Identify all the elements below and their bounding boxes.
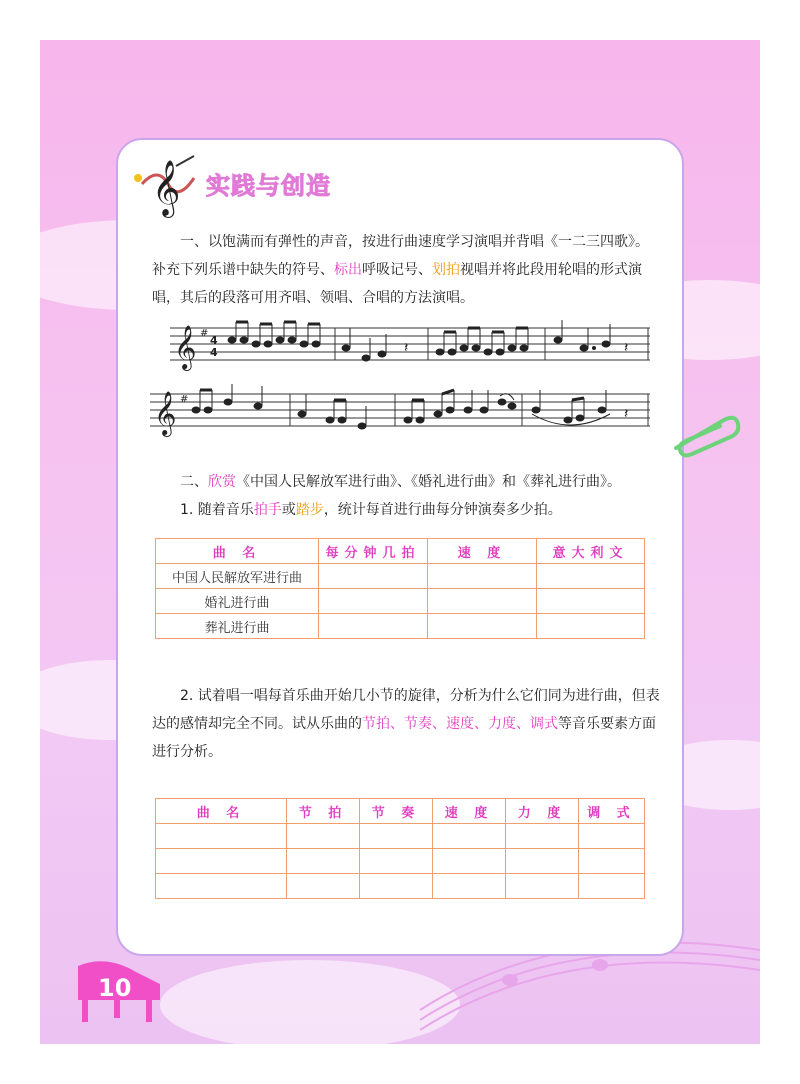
answer-cell[interactable] bbox=[506, 824, 579, 849]
answer-cell[interactable] bbox=[156, 849, 287, 874]
answer-cell[interactable] bbox=[433, 824, 506, 849]
table-row bbox=[156, 564, 645, 589]
answer-cell[interactable] bbox=[287, 874, 360, 899]
answer-cell[interactable] bbox=[360, 874, 433, 899]
table2-header: 力 度 bbox=[506, 799, 579, 824]
answer-cell[interactable] bbox=[360, 824, 433, 849]
answer-cell[interactable] bbox=[433, 849, 506, 874]
svg-text:#: # bbox=[200, 328, 209, 339]
piece-name: 葬礼进行曲 bbox=[156, 614, 319, 639]
table-row bbox=[156, 614, 645, 639]
svg-text:𝄞: 𝄞 bbox=[154, 391, 177, 435]
table1-header: 速 度 bbox=[428, 539, 537, 564]
table2-header: 曲 名 bbox=[156, 799, 287, 824]
exercise-1-text: 一、以饱满而有弹性的声音，按进行曲速度学习演唱并背唱《一二三四歌》。补充下列乐谱中缺失的符号、标出呼吸记号、划拍视唱并将此段用轮唱的形式演唱，其后的段落可用齐唱、领唱、合唱的方法演唱。 bbox=[152, 234, 649, 306]
analysis-table bbox=[155, 798, 645, 899]
svg-text:4: 4 bbox=[210, 346, 218, 359]
answer-cell[interactable] bbox=[287, 849, 360, 874]
answer-cell[interactable] bbox=[156, 824, 287, 849]
answer-cell[interactable] bbox=[537, 564, 645, 589]
page-number: 10 bbox=[98, 974, 132, 1002]
table2-header: 节 拍 bbox=[287, 799, 360, 824]
exercise-2-text: 二、欣赏《中国人民解放军进行曲》、《婚礼进行曲》和《葬礼进行曲》。 bbox=[180, 474, 621, 490]
table1-header: 曲 名 bbox=[156, 539, 319, 564]
question-1-text: 1. 随着音乐拍手或踏步，统计每首进行曲每分钟演奏多少拍。 bbox=[180, 502, 562, 518]
answer-cell[interactable] bbox=[319, 614, 428, 639]
answer-cell[interactable] bbox=[360, 849, 433, 874]
answer-cell[interactable] bbox=[579, 849, 645, 874]
table-row bbox=[156, 824, 645, 849]
music-staff-line-2 bbox=[150, 380, 650, 440]
section-title: 实践与创造 bbox=[206, 172, 331, 200]
answer-cell[interactable] bbox=[428, 564, 537, 589]
answer-cell[interactable] bbox=[319, 564, 428, 589]
table-row bbox=[156, 589, 645, 614]
svg-text:𝄽: 𝄽 bbox=[404, 340, 409, 356]
answer-cell[interactable] bbox=[579, 874, 645, 899]
answer-cell[interactable] bbox=[428, 614, 537, 639]
music-staff-line-1 bbox=[150, 314, 650, 374]
page-number-badge bbox=[76, 954, 162, 1026]
section-header bbox=[128, 148, 378, 218]
table2-header: 节 奏 bbox=[360, 799, 433, 824]
question-2-text: 2. 试着唱一唱每首乐曲开始几小节的旋律，分析为什么它们同为进行曲，但表达的感情却完全不同。试从乐曲的节拍、节奏、速度、力度、调式等音乐要素方面进行分析。 bbox=[152, 688, 660, 760]
svg-text:𝄞: 𝄞 bbox=[152, 160, 181, 216]
answer-cell[interactable] bbox=[537, 614, 645, 639]
answer-cell[interactable] bbox=[506, 849, 579, 874]
table-row bbox=[156, 849, 645, 874]
answer-cell[interactable] bbox=[428, 589, 537, 614]
svg-text:𝄞: 𝄞 bbox=[174, 325, 197, 369]
answer-cell[interactable] bbox=[156, 874, 287, 899]
treble-clef-conductor-icon bbox=[128, 148, 208, 218]
svg-text:𝄽: 𝄽 bbox=[624, 406, 629, 422]
svg-text:𝄽: 𝄽 bbox=[624, 340, 629, 356]
answer-cell[interactable] bbox=[433, 874, 506, 899]
answer-cell[interactable] bbox=[579, 824, 645, 849]
piece-name: 中国人民解放军进行曲 bbox=[156, 564, 319, 589]
piece-name: 婚礼进行曲 bbox=[156, 589, 319, 614]
table1-header: 每分钟几拍 bbox=[319, 539, 428, 564]
answer-cell[interactable] bbox=[287, 824, 360, 849]
answer-cell[interactable] bbox=[506, 874, 579, 899]
answer-cell[interactable] bbox=[319, 589, 428, 614]
table1-header: 意大利文 bbox=[537, 539, 645, 564]
table2-header: 调 式 bbox=[579, 799, 645, 824]
svg-text:#: # bbox=[180, 394, 189, 405]
table2-header: 速 度 bbox=[433, 799, 506, 824]
answer-cell[interactable] bbox=[537, 589, 645, 614]
piano-icon bbox=[76, 954, 162, 1026]
table-row bbox=[156, 874, 645, 899]
tempo-table bbox=[155, 538, 645, 639]
paperclip-icon bbox=[670, 408, 742, 458]
svg-text:4: 4 bbox=[210, 334, 218, 347]
